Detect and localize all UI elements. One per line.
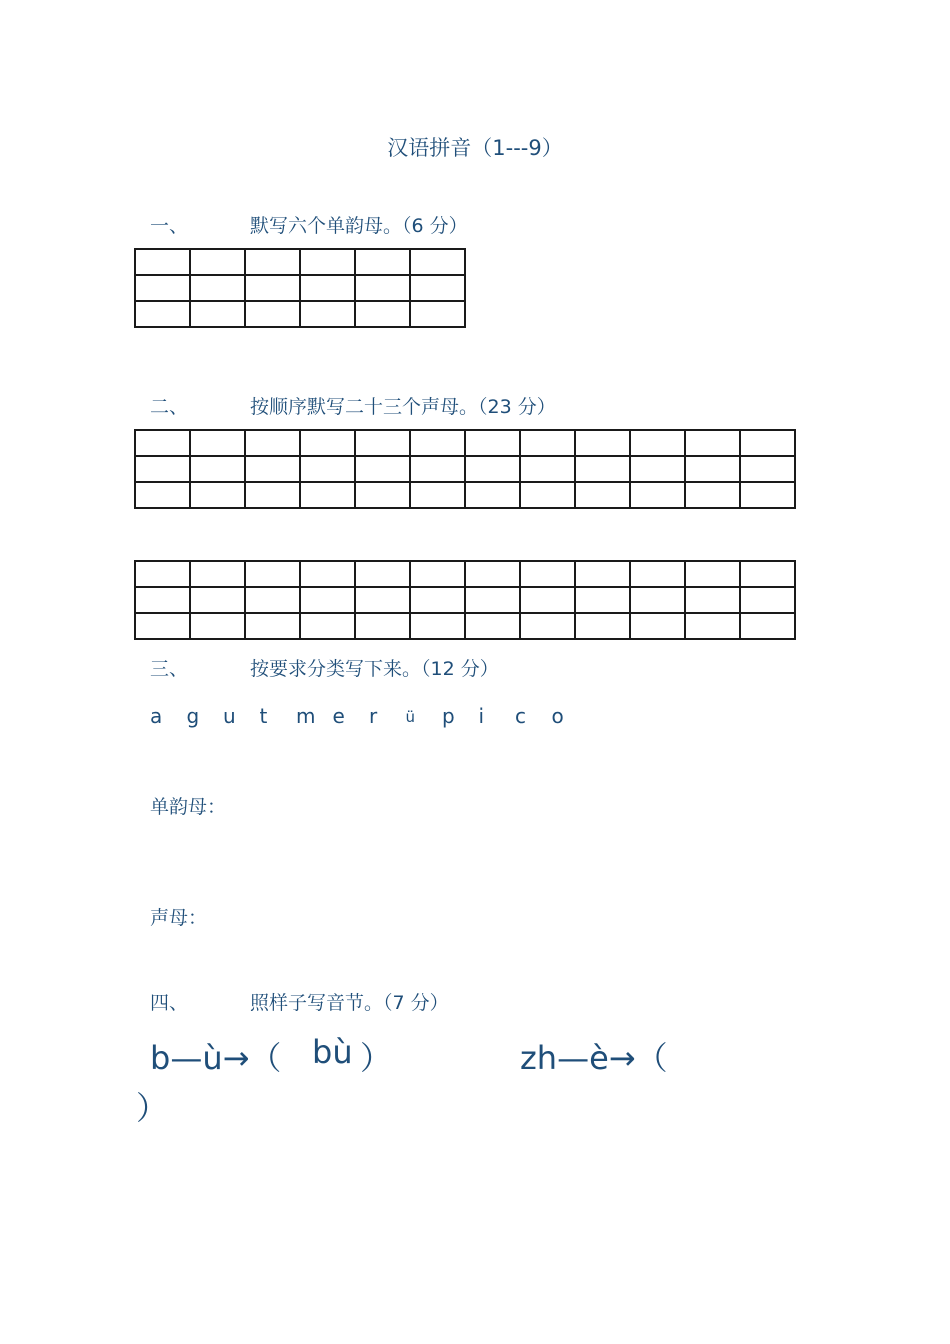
section-2-number: 二、 — [150, 396, 189, 418]
letter-item: e — [332, 704, 345, 728]
letter-item: i — [478, 704, 485, 728]
example-1-close: ） — [360, 1039, 393, 1077]
letter-item: a — [150, 704, 163, 728]
section-3-number: 三、 — [150, 658, 189, 680]
letter-item: ü — [405, 708, 416, 726]
letter-item: u — [223, 704, 236, 728]
letter-item: m — [296, 704, 316, 728]
page-title: 汉语拼音（1---9） — [387, 136, 563, 160]
letter-item: g — [186, 704, 200, 728]
letter-item: t — [259, 704, 268, 728]
single-finals-label: 单韵母： — [150, 796, 227, 818]
letter-list — [150, 704, 588, 728]
letter-item: p — [442, 704, 455, 728]
example-1-prompt: b—ù→（ — [150, 1039, 282, 1077]
example-2-close: ） — [136, 1089, 169, 1127]
initials-grid-2 — [134, 560, 796, 640]
single-finals-grid — [134, 248, 466, 328]
initials-label: 声母： — [150, 907, 208, 929]
example-2-prompt: zh—è→（ — [520, 1039, 668, 1077]
section-1-number: 一、 — [150, 215, 189, 237]
section-4-number: 四、 — [150, 992, 189, 1014]
section-2-instruction: 按顺序默写二十三个声母。（23 分） — [250, 396, 556, 418]
initials-grid-1 — [134, 429, 796, 509]
section-1-instruction: 默写六个单韵母。（6 分） — [250, 215, 468, 237]
letter-item: c — [515, 704, 526, 728]
section-3-instruction: 按要求分类写下来。（12 分） — [250, 658, 499, 680]
section-4-instruction: 照样子写音节。（7 分） — [250, 992, 449, 1014]
letter-item: o — [551, 704, 564, 728]
letter-item: r — [369, 704, 378, 728]
example-1-answer: bù — [312, 1033, 353, 1071]
